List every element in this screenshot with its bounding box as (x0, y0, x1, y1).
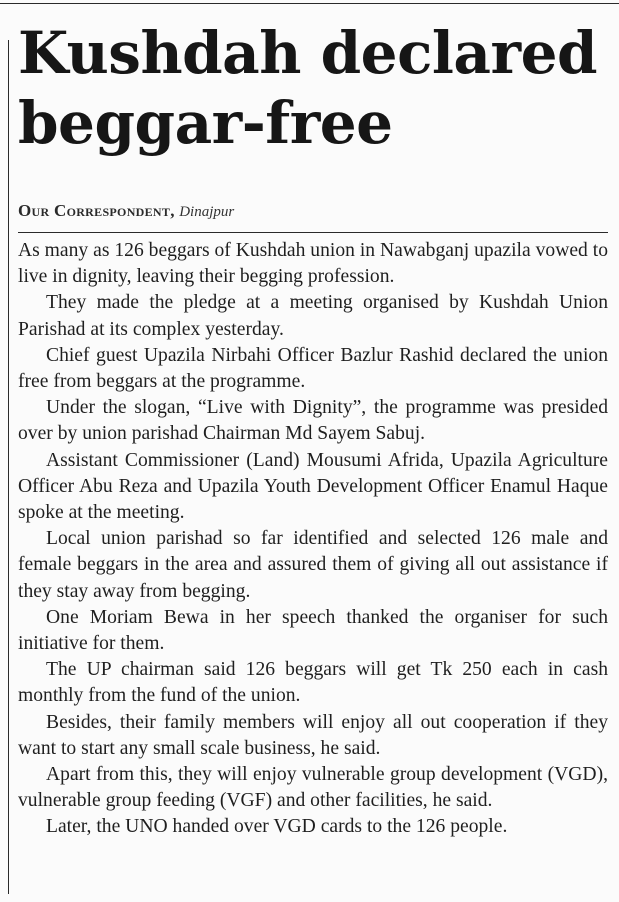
paragraph: They made the pledge at a meeting organised by Kushdah Union Parishad at its complex yesterday. (18, 292, 608, 340)
paragraph: Besides, their family members will enjoy all out cooperation if they want to start any small scale business, he said. (18, 711, 608, 759)
byline-place: Dinajpur (179, 204, 235, 220)
paragraph: Chief guest Upazila Nirbahi Officer Bazlur Rashid declared the union free from beggars at the programme. (18, 344, 608, 393)
paragraph: Local union parishad so far identified and selected 126 male and female beggars in the area and assured them of giving all out assistance if they stay away from begging. (18, 528, 608, 602)
paragraph: Apart from this, they will enjoy vulnerable group development (VGD), vulnerable group feeding (VGF) and other facilities, he said. (18, 764, 608, 812)
byline-author: Our Correspondent, (18, 201, 175, 220)
byline (18, 201, 608, 222)
article-body (18, 238, 608, 841)
headline: Kushdah declared beggar-free (18, 19, 598, 157)
byline-divider (18, 232, 608, 233)
left-border-rule (8, 40, 9, 894)
top-border-rule (0, 3, 619, 4)
paragraph: Under the slogan, “Live with Dignity”, the programme was presided over by union parishad Chairman Md Sayem Sabuj. (18, 397, 608, 445)
paragraph: The UP chairman said 126 beggars will get Tk 250 each in cash monthly from the fund of the union. (18, 659, 608, 707)
paragraph: Later, the UNO handed over VGD cards to the 126 people. (46, 816, 508, 838)
paragraph: As many as 126 beggars of Kushdah union in Nawabganj upazila vowed to live in dignity, leaving their begging profession. (18, 240, 608, 288)
paragraph: One Moriam Bewa in her speech thanked the organiser for such initiative for them. (18, 606, 608, 655)
paragraph: Assistant Commissioner (Land) Mousumi Afrida, Upazila Agriculture Officer Abu Reza and Upazila Youth Development Officer Enamul Haque spoke at the meeting. (18, 449, 608, 524)
